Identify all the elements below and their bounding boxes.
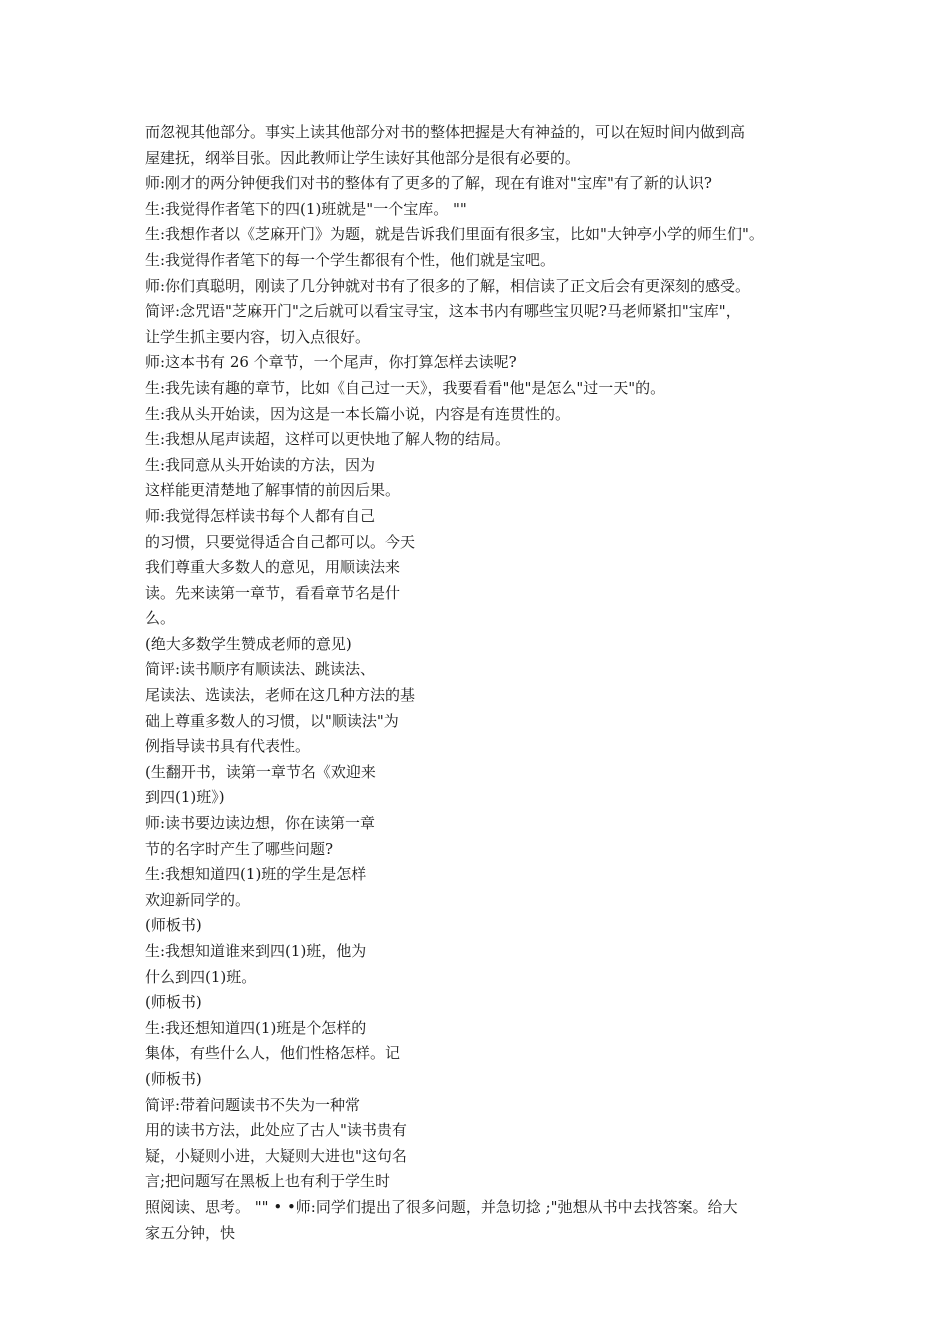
text-line: 生:我觉得作者笔下的四(1)班就是"一个宝库。 "" [145, 199, 467, 218]
text-line: 用的读书方法，此处应了古人"读书贵有 [145, 1121, 407, 1140]
text-line: 例指导读书具有代表性。 [145, 737, 311, 756]
text-line: 生:我从头开始读，因为这是一本长篇小说，内容是有连贯性的。 [145, 404, 571, 423]
text-line: 集体，有些什么人，他们性格怎样。记 [145, 1044, 401, 1063]
text-line: 生:我同意从头开始读的方法，因为 [145, 455, 376, 474]
text-line: 生:我觉得作者笔下的每一个学生都很有个性，他们就是宝吧。 [145, 250, 556, 269]
text-line: 到四(1)班》) [145, 788, 225, 807]
text-line: 生:我想知道谁来到四(1)班，他为 [145, 942, 367, 960]
text-line: 让学生抓主要内容，切入点很好。 [145, 327, 371, 346]
text-line: (师板书) [145, 1069, 202, 1088]
text-line: (生翻开书，读第一章节名《欢迎来 [145, 762, 376, 781]
text-line: (绝大多数学生赞成老师的意见) [145, 634, 352, 653]
text-line: 生:我想作者以《芝麻开门》为题，就是告诉我们里面有很多宝，比如"大钟亭小学的师生们"。 [145, 225, 764, 244]
text-line: 屋建抚，纲举目张。因此教师让学生读好其他部分是很有必要的。 [145, 148, 581, 167]
text-line: 简评:读书顺序有顺读法、跳读法、 [145, 660, 376, 679]
text-line: 生:我先读有趣的章节，比如《自己过一天》，我要看看"他"是怎么"过一天"的。 [145, 378, 666, 397]
text-line: 师:你们真聪明，刚读了几分钟就对书有了很多的了解，相信读了正文后会有更深刻的感受。 [145, 276, 751, 295]
text-line: 照阅读、思考。 "" • •师:同学们提出了很多问题，并急切捻 ;"弛想从书中去找答案。给大 [145, 1197, 738, 1216]
text-line: 什么到四(1)班。 [145, 967, 257, 986]
text-line: 师:我觉得怎样读书每个人都有自己 [145, 506, 376, 525]
document-body [145, 120, 825, 1246]
text-line: 简评:念咒语"芝麻开门"之后就可以看宝寻宝，这本书内有哪些宝贝呢?马老师紧扣"宝库"， [145, 302, 741, 321]
text-line: 节的名字时产生了哪些问题? [145, 839, 334, 858]
text-line: 础上尊重多数人的习惯，以"顺读法"为 [145, 711, 399, 730]
text-line: 生:我想知道四(1)班的学生是怎样 [145, 865, 367, 884]
text-line: 么。 [145, 609, 176, 628]
text-line: 疑，小疑则小进，大疑则大进也"这句名 [145, 1146, 407, 1165]
text-line: 的习惯，只要觉得适合自己都可以。今天 [145, 532, 416, 551]
text-line: 而忽视其他部分。事实上读其他部分对书的整体把握是大有神益的，可以在短时间内做到高 [145, 123, 746, 141]
text-line: (师板书) [145, 993, 202, 1012]
text-line: 这样能更清楚地了解事情的前因后果。 [145, 481, 401, 500]
text-line: 家五分钟，快 [145, 1223, 236, 1242]
text-line: 师:读书要边读边想，你在读第一章 [145, 814, 376, 833]
text-line: 言;把问题写在黑板上也有利于学生时 [145, 1172, 391, 1191]
text-line: (师板书) [145, 916, 202, 935]
text-line: 欢迎新同学的。 [145, 890, 251, 909]
text-line: 师:刚才的两分钟便我们对书的整体有了更多的了解，现在有谁对"宝库"有了新的认识? [145, 174, 712, 193]
text-line: 尾读法、选读法，老师在这几种方法的基 [145, 686, 416, 705]
text-line: 生:我想从尾声读超，这样可以更快地了解人物的结局。 [145, 430, 511, 449]
text-line: 我们尊重大多数人的意见，用顺读法来 [145, 558, 401, 577]
text-line: 生:我还想知道四(1)班是个怎样的 [145, 1018, 367, 1037]
text-line: 简评:带着问题读书不失为一种常 [145, 1095, 361, 1114]
text-line: 师:这本书有 26 个章节，一个尾声，你打算怎样去读呢? [145, 353, 517, 372]
text-line: 读。先来读第一章节，看看章节名是什 [145, 583, 401, 602]
